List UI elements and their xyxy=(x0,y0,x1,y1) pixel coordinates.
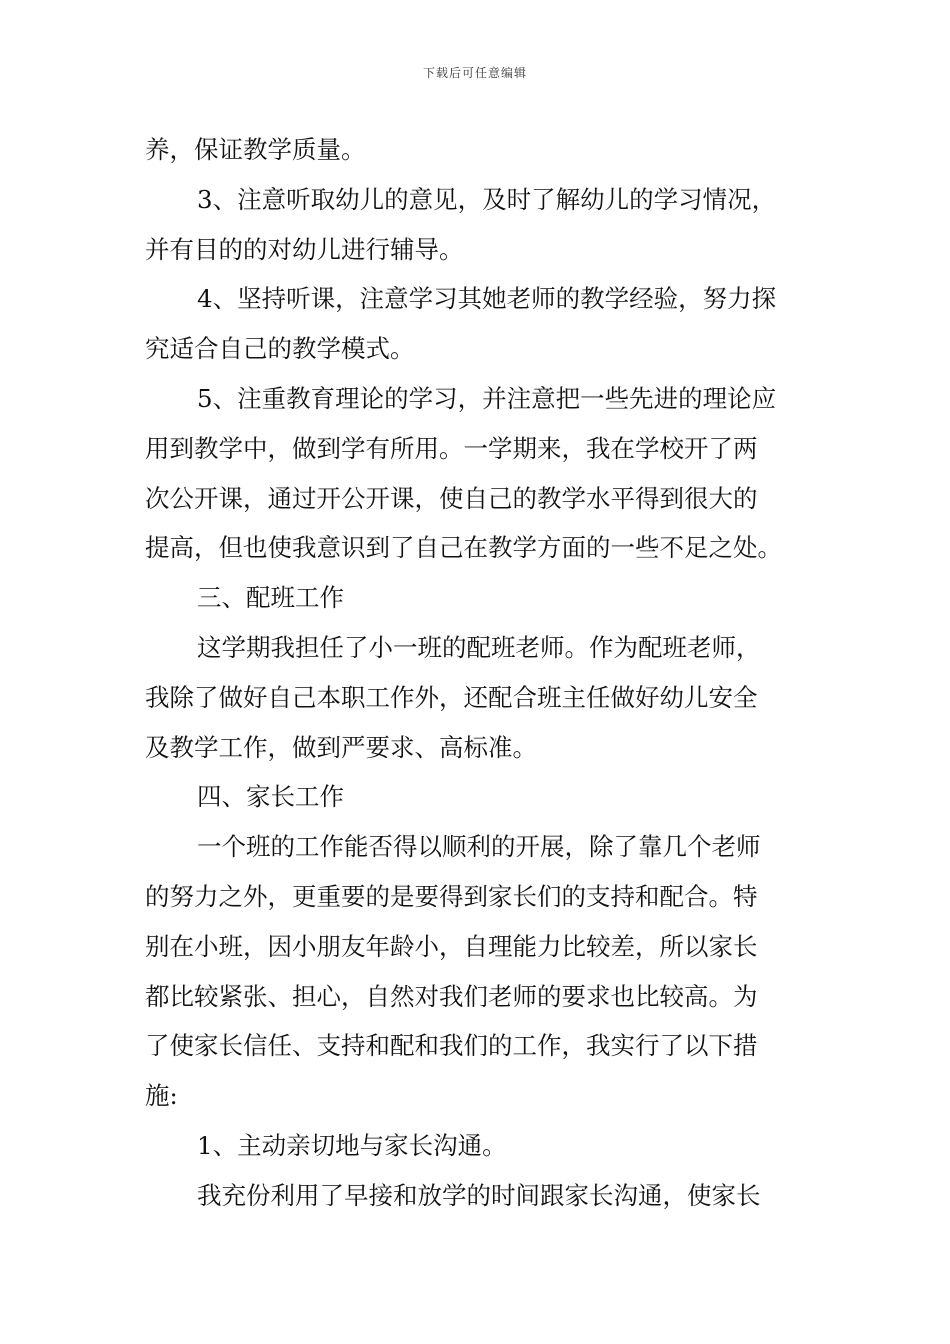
text-line: 养，保证教学质量。 xyxy=(145,135,366,164)
text-line: 究适合自己的教学模式。 xyxy=(145,334,415,364)
page-header: 下载后可任意编辑 xyxy=(422,66,527,80)
text-line: 并有目的的对幼儿进行辅导。 xyxy=(145,234,464,264)
text-line: 提高，但也使我意识到了自己在教学方面的一些不足之处。 xyxy=(145,533,782,563)
text-line: 4、坚持听课，注意学习其她老师的教学经验，努力探 xyxy=(197,284,777,314)
section-heading: 四、家长工作 xyxy=(197,782,344,812)
text-line: 我充份利用了早接和放学的时间跟家长沟通，使家长 xyxy=(197,1180,761,1210)
text-line: 我除了做好自己本职工作外，还配合班主任做好幼儿安全 xyxy=(145,682,758,712)
text-line: 1、主动亲切地与家长沟通。 xyxy=(197,1130,507,1160)
section-heading: 三、配班工作 xyxy=(197,583,344,613)
text-line: 都比较紧张、担心，自然对我们老师的要求也比较高。为 xyxy=(145,981,758,1011)
text-line: 一个班的工作能否得以顺利的开展，除了靠几个老师 xyxy=(197,832,761,862)
text-line: 3、注意听取幼儿的意见，及时了解幼儿的学习情况， xyxy=(197,184,777,214)
text-line: 及教学工作，做到严要求、高标准。 xyxy=(145,732,537,762)
text-line: 别在小班，因小朋友年龄小，自理能力比较差，所以家长 xyxy=(145,931,758,961)
text-line: 这学期我担任了小一班的配班老师。作为配班老师， xyxy=(197,632,761,662)
text-line: 5、注重教育理论的学习，并注意把一些先进的理论应 xyxy=(197,383,777,413)
text-line: 的努力之外，更重要的是要得到家长们的支持和配合。特 xyxy=(145,881,758,911)
document-body xyxy=(145,125,807,1221)
text-line: 用到教学中，做到学有所用。一学期来，我在学校开了两 xyxy=(145,433,758,463)
text-line: 次公开课，通过开公开课，使自己的教学水平得到很大的 xyxy=(145,483,758,513)
text-line: 施: xyxy=(145,1081,178,1111)
text-line: 了使家长信任、支持和配和我们的工作，我实行了以下措 xyxy=(145,1031,758,1061)
